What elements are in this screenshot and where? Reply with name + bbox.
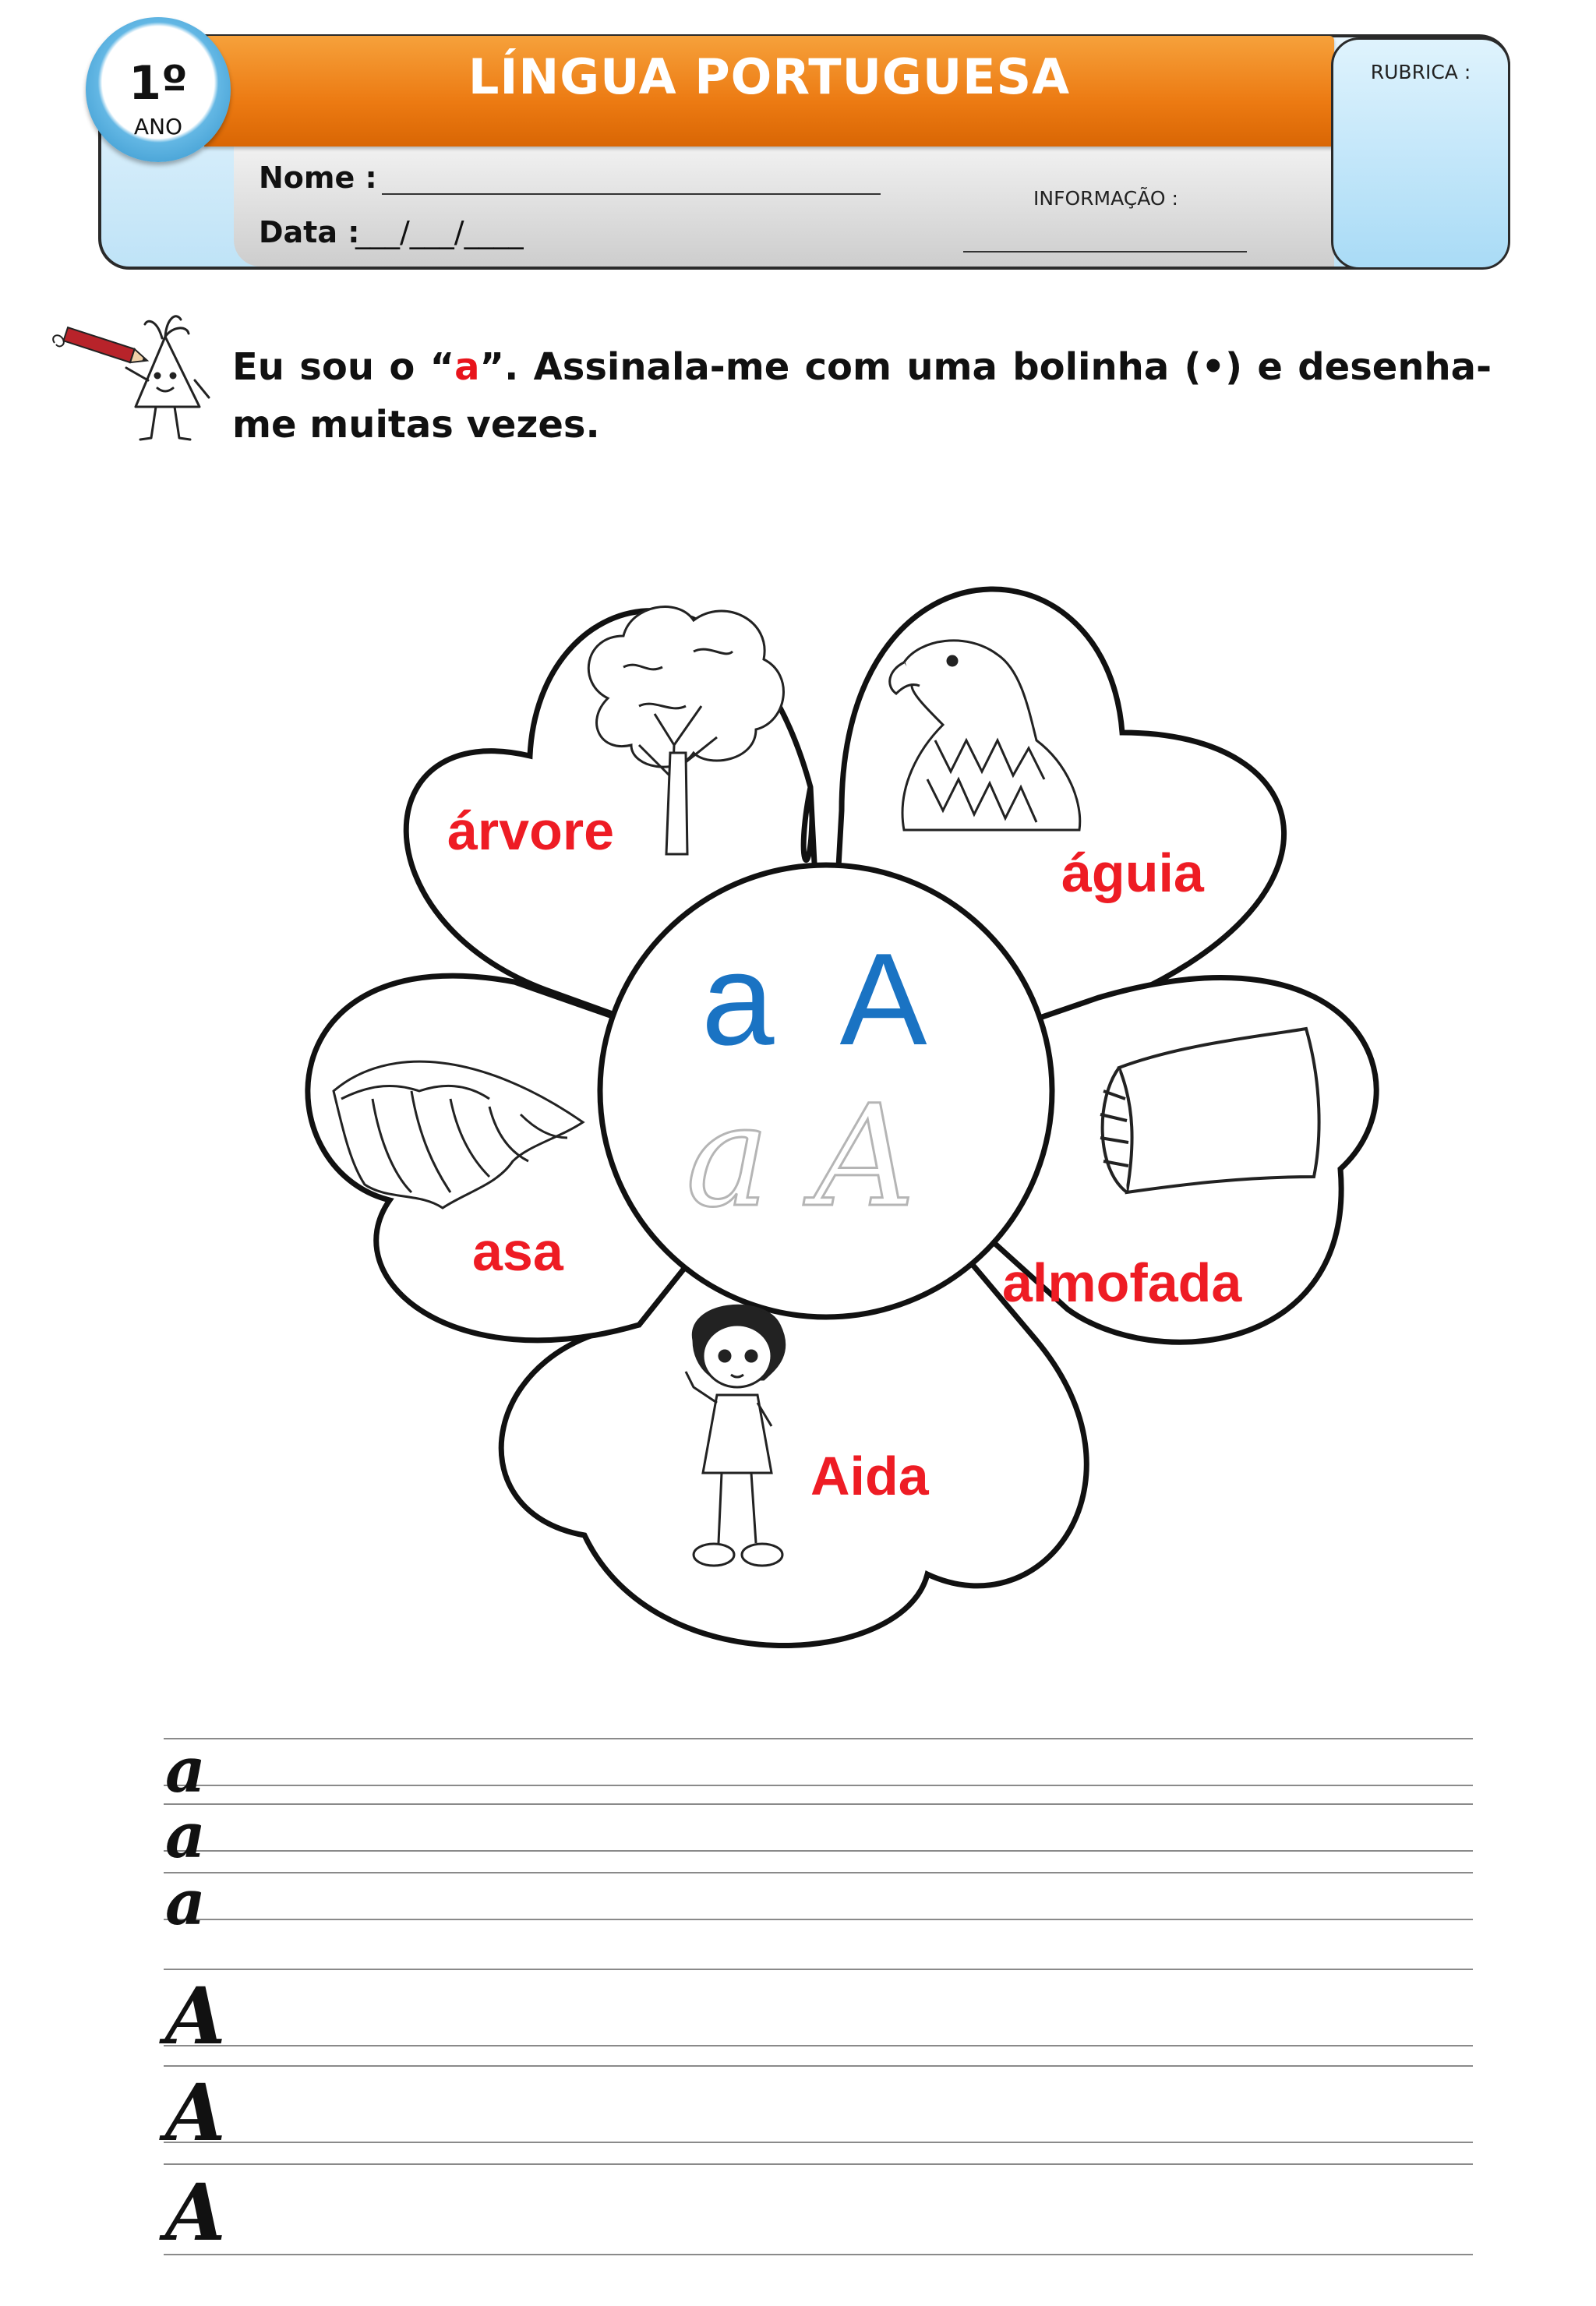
date-label: Data : bbox=[259, 215, 360, 249]
eagle-icon bbox=[881, 623, 1091, 834]
name-label: Nome : bbox=[259, 161, 377, 195]
petal-word-aguia: águia bbox=[1061, 842, 1204, 903]
grade-number: 1º bbox=[129, 56, 188, 111]
wing-icon bbox=[326, 1036, 591, 1216]
instruction-after: ”. Assinala-me com uma bolinha (•) e desenha-me muitas vezes. bbox=[232, 345, 1492, 447]
center-cursive-letters: a A bbox=[686, 1075, 916, 1238]
pencil-mascot-icon bbox=[48, 305, 224, 452]
name-field[interactable] bbox=[382, 193, 881, 195]
instruction-letter: a bbox=[454, 345, 480, 389]
instruction-before: Eu sou o “ bbox=[232, 345, 455, 389]
info-label: INFORMAÇÃO : bbox=[1033, 187, 1178, 210]
pillow-icon bbox=[1088, 1021, 1322, 1200]
model-uppercase-a-2: A bbox=[165, 2067, 226, 2159]
date-field[interactable]: ___/___/____ bbox=[355, 215, 524, 249]
petal-word-aida: Aida bbox=[810, 1446, 929, 1506]
info-field[interactable] bbox=[963, 251, 1247, 252]
writing-practice[interactable] bbox=[164, 1733, 1473, 2283]
center-print-letters: a A bbox=[701, 926, 927, 1072]
petal-word-asa: asa bbox=[472, 1221, 563, 1282]
rubrica-label: RUBRICA : bbox=[1370, 61, 1471, 83]
subject-title: LÍNGUA PORTUGUESA bbox=[468, 48, 1071, 105]
grade-label: ANO bbox=[133, 114, 183, 139]
model-uppercase-a-3: A bbox=[165, 2167, 226, 2258]
model-lowercase-a-2: a bbox=[165, 1799, 206, 1872]
model-lowercase-a-1: a bbox=[165, 1733, 206, 1806]
instruction-text bbox=[232, 338, 1492, 454]
model-lowercase-a-3: a bbox=[165, 1866, 206, 1939]
petal-word-almofada: almofada bbox=[1002, 1252, 1242, 1313]
petal-word-arvore: árvore bbox=[447, 800, 615, 861]
model-uppercase-a-1: A bbox=[165, 1970, 226, 2062]
girl-icon bbox=[670, 1294, 795, 1582]
